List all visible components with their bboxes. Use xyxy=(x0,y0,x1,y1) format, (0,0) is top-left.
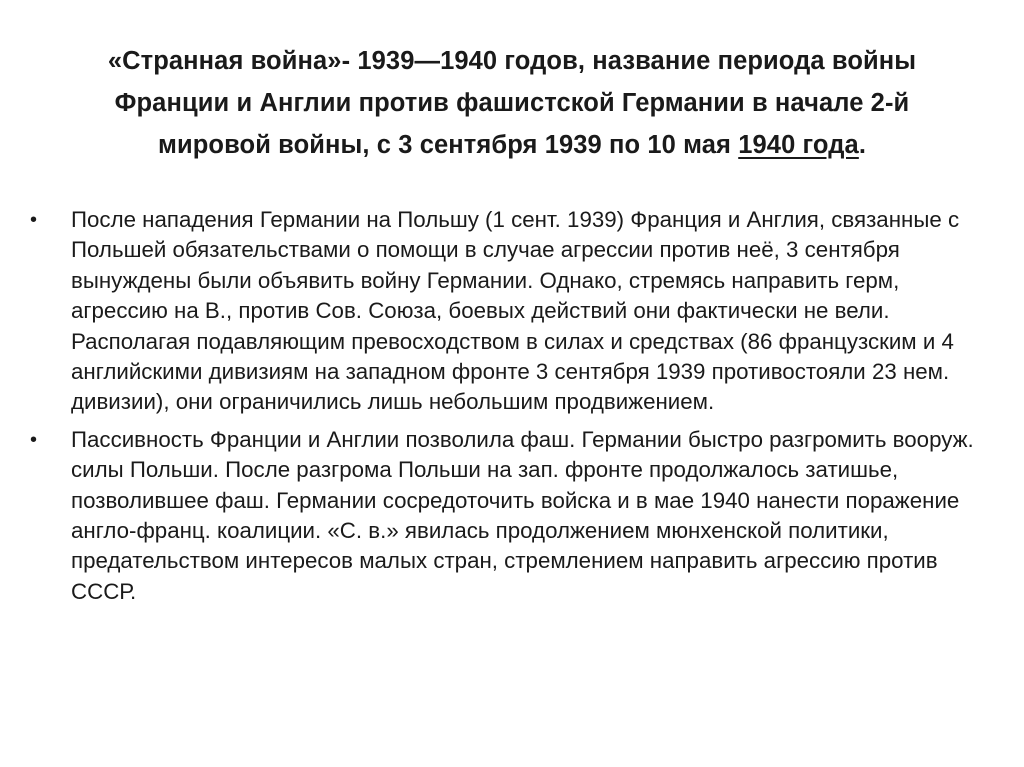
bullet-icon: • xyxy=(30,209,38,231)
title-text-underlined-date: 1940 года xyxy=(738,131,859,159)
bullet-icon: • xyxy=(30,428,38,451)
slide-title xyxy=(70,40,954,166)
bullet-item-1 xyxy=(30,205,980,418)
title-text-period: . xyxy=(858,131,867,159)
title-text-main: «Странная война»- 1939—1940 годов, название периода войны Франции и Англии против фашистской Германии в начале 2-й мировой войны, с 3 сентября 1939 по 10 мая xyxy=(107,47,917,159)
bullet-text-2: Пассивность Франции и Англии позволила фаш. Германии быстро разгромить вооруж. силы Польши. После разгрома Польши на зап. фронте продолжалось затишье, позволившее фаш. Германии сосредоточить войска и в мае 1940 нанести поражение англо-франц. коалиции. «С. в.» явилась продолжением мюнхенской политики, предательством интересов малых стран, стремлением направить агрессию против СССР. xyxy=(71,426,974,604)
bullet-item-2 xyxy=(30,425,980,607)
bullet-list xyxy=(30,205,980,614)
bullet-text-1: После нападения Германии на Польшу (1 сент. 1939) Франция и Англия, связанные с Польшей обязательствами о помощи в случае агрессии против неё, 3 сентября вынуждены были объявить войну Германии. Однако, стремясь направить герм, агрессию на В., против Сов. Союза, боевых действий они фактически не вели. Располагая подавляющим превосходством в силах и средствах (86 французским и 4 английскими дивизиям на западном фронте 3 сентября 1939 противостояли 23 нем. дивизии), они ограничились лишь небольшим продвижением. xyxy=(71,207,960,415)
